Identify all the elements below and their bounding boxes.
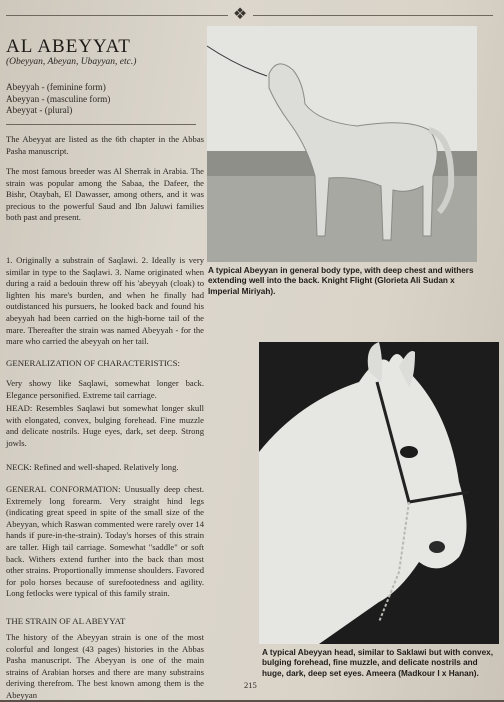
- subtitle: (Obeyyan, Abeyan, Ubayyan, etc.): [6, 57, 137, 67]
- form-feminine: Abeyyah - (feminine form): [6, 82, 106, 92]
- horse-head-illustration: [259, 342, 499, 644]
- word-forms: [6, 82, 110, 117]
- intro-paragraph: The Abeyyat are listed as the 6th chapter in the Abbas Pasha manuscript.: [6, 134, 204, 156]
- conformation-paragraph: GENERAL CONFORMATION: Unusually deep chest. Extremely long forearm. Very straight hind legs (indicating great speed in spite of the small size of the Abeyyan, which Raswan commented were rarely over 14 hands if pure-in-the-strain). Today's horses of this strain are taller. High tail carriage. Somewhat "saddle" or soft back. Withers extend further into the back than most other strains. Proportionally immense shoulders. Favored for polo horses because of surefootedness and agility. Long fetlocks were typical of this family strain.: [6, 484, 204, 599]
- horse-standing-illustration: [207, 26, 477, 262]
- ornament-icon: ❖: [232, 6, 248, 23]
- form-masculine: Abeyyan - (masculine form): [6, 93, 111, 104]
- page-title: AL ABEYYAT: [6, 36, 131, 57]
- head-paragraph: HEAD: Resembles Saqlawi but somewhat longer skull with elongated, convex, bulging forehead. Fine muzzle and delicate nostrils. Huge eyes, dark, set deep. Strong jowls.: [6, 403, 204, 448]
- top-rule-right: [253, 15, 493, 16]
- horse-standing-photo: [207, 26, 477, 262]
- neck-paragraph: NECK: Refined and well-shaped. Relatively long.: [6, 462, 179, 472]
- breeder-paragraph: The most famous breeder was Al Sherrak in Arabia. The strain was popular among the Sabaa, the Dafeer, the Bishr, Otaybah, El Dawasser, among others, and it was precious to the powerful Saud and Ibn Jaluwi families both past and present.: [6, 166, 204, 223]
- heading-strain: THE STRAIN OF AL ABEYYAT: [6, 616, 126, 626]
- horse-head-photo: [259, 342, 499, 644]
- section-rule: [6, 124, 196, 125]
- caption-head: A typical Abeyyan head, similar to Saklawi but with convex, bulging forehead, fine muzzle, and delicate nostrils and huge, dark, deep set eyes. Ameera (Madkour I x Hanan).: [262, 648, 493, 678]
- general-paragraph: Very showy like Saqlawi, somewhat longer back. Elegance personified. Extreme tail carriage.: [6, 378, 204, 400]
- page-number: 215: [244, 680, 257, 690]
- strain-paragraph: The history of the Abeyyan strain is one of the most colorful and longest (43 pages) histories in the Abbas Pasha manuscript. The Abeyyan is one of the main strains of Arabian horses and there are many substrains deriving therefrom. The best known among them is the Abeyyan: [6, 632, 204, 700]
- origin-list: 1. Originally a substrain of Saqlawi. 2. Ideally is very similar in type to the Saqlawi. 3. Name originated when during a raid a bedouin threw off his 'abeyyah (cloak) to lighten his mare's burden, and when he finally had outdistanced his pursuers, he looked back and found his abeyyah had been carried on the high-borne tail of the mare. Thereafter the strain was named Abeyyah - for the mare who carried the abeyyah on her tail.: [6, 255, 204, 347]
- caption-standing: A typical Abeyyan in general body type, with deep chest and withers extending well into the back. Knight Flight (Glorieta Ali Sudan x Imperial Miriyah).: [208, 266, 474, 296]
- top-rule-left: [6, 15, 228, 16]
- form-plural: Abeyyat - (plural): [6, 105, 73, 115]
- heading-generalization: GENERALIZATION OF CHARACTERISTICS:: [6, 358, 180, 368]
